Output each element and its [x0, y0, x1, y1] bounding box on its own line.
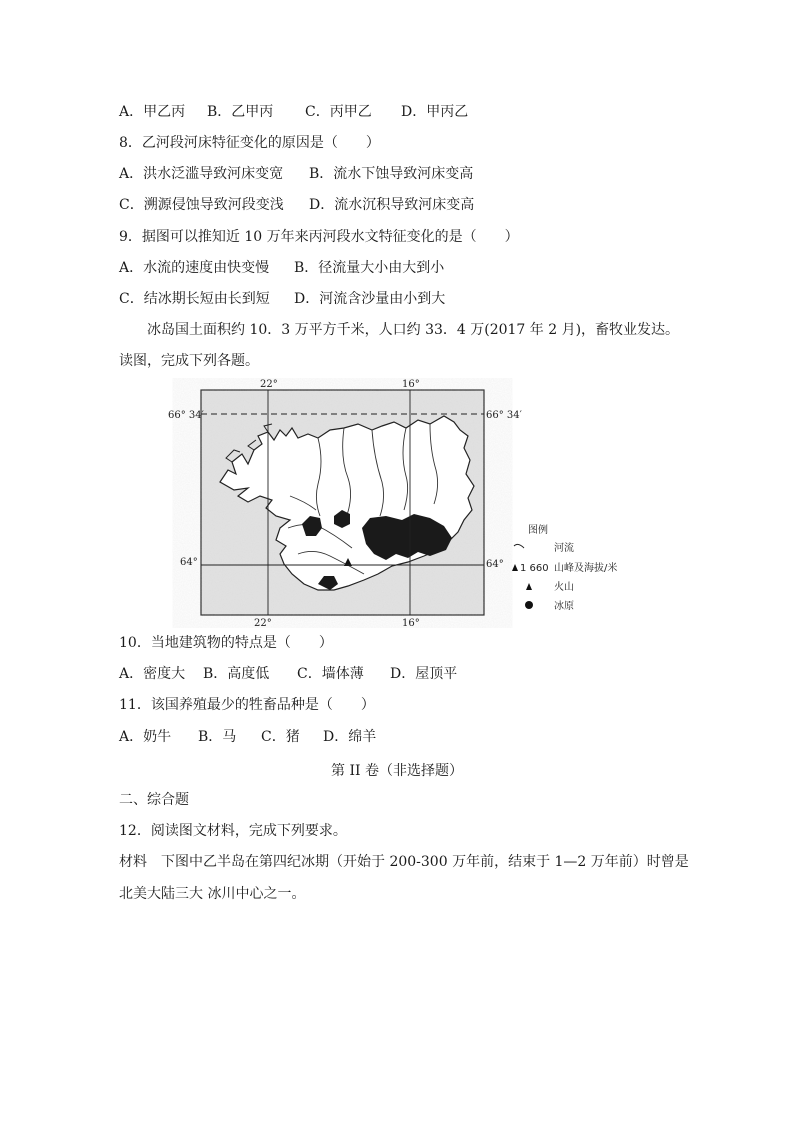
lat-label-arctic-left: 66° 34′	[168, 410, 204, 421]
q11-options	[119, 727, 376, 747]
q11-option-c: C．猪	[261, 729, 300, 745]
q10-option-b: B．高度低	[203, 666, 270, 682]
q11-stem: 11．该国养殖最少的牲畜品种是（ ）	[119, 697, 375, 713]
q11-option-d: D．绵羊	[323, 729, 377, 745]
section-title: 第 II 卷（非选择题）	[331, 763, 463, 779]
intro-paragraph: 冰岛国土面积约 10．3 万平方千米，人口约 33．4 万(2017 年 2 月)，畜牧业发达。	[147, 322, 680, 338]
legend-title: 图例	[528, 525, 548, 536]
q8-options-row2	[119, 195, 474, 215]
legend-river-label: 河流	[554, 543, 574, 554]
q12-stem: 12．阅读图文材料，完成下列要求。	[119, 823, 347, 839]
legend-glacier-icon	[525, 601, 533, 609]
q10-option-c: C．墙体薄	[297, 666, 364, 682]
q9-options-row1	[119, 258, 444, 278]
iceland-map	[168, 378, 648, 628]
intro-instruction: 读图，完成下列各题。	[119, 353, 259, 369]
q11-option-b: B．马	[198, 729, 237, 745]
q7-option-d: D．甲丙乙	[401, 104, 469, 120]
lon-label-top-right: 16°	[402, 379, 420, 390]
q8-option-a: A．洪水泛滥导致河床变宽	[119, 166, 284, 182]
q9-option-d: D．河流含沙量由小到大	[294, 291, 446, 307]
legend-peak-value: 1 660	[520, 563, 549, 574]
q9-option-b: B．径流量大小由大到小	[294, 260, 445, 276]
legend-river-icon	[514, 544, 524, 548]
lon-label-bottom-left: 22°	[254, 618, 272, 628]
legend-peak-label: 山峰及海拔/米	[554, 563, 618, 574]
legend-volcano-label: 火山	[554, 582, 574, 593]
q12-material-line1: 材料 下图中乙半岛在第四纪冰期（开始于 200-300 万年前，结束于 1—2 万年前）时曾是	[119, 854, 689, 870]
q8-options-row1	[119, 164, 473, 184]
lat-label-64-right: 64°	[486, 559, 504, 570]
part-heading: 二、综合题	[119, 792, 189, 808]
q7-option-c: C．丙甲乙	[305, 104, 372, 120]
q10-option-d: D．屋顶平	[390, 666, 458, 682]
q10-options	[119, 664, 457, 684]
q11-option-a: A．奶牛	[119, 729, 172, 745]
q8-option-c: C．溯源侵蚀导致河段变浅	[119, 197, 284, 213]
q7-options	[119, 102, 468, 122]
q8-option-b: B．流水下蚀导致河床变高	[309, 166, 474, 182]
q10-stem: 10．当地建筑物的特点是（ ）	[119, 635, 333, 651]
legend-volcano-icon	[526, 583, 532, 590]
q9-option-a: A．水流的速度由快变慢	[119, 260, 270, 276]
map-legend	[512, 523, 617, 612]
q8-stem: 8．乙河段河床特征变化的原因是（ ）	[119, 135, 380, 151]
lon-label-bottom-right: 16°	[402, 618, 420, 628]
lat-label-64-left: 64°	[180, 557, 198, 568]
legend-peak-icon	[512, 564, 518, 571]
q7-option-b: B．乙甲丙	[207, 104, 274, 120]
q10-option-a: A．密度大	[119, 666, 186, 682]
legend-glacier-label: 冰原	[554, 601, 574, 612]
q9-options-row2	[119, 289, 445, 309]
q9-option-c: C．结冰期长短由长到短	[119, 291, 270, 307]
q7-option-a: A．甲乙丙	[119, 104, 186, 120]
lat-label-arctic-right: 66° 34′	[486, 410, 522, 421]
q9-stem: 9．据图可以推知近 10 万年来丙河段水文特征变化的是（ ）	[119, 229, 519, 245]
lon-label-top-left: 22°	[260, 379, 278, 390]
q8-option-d: D．流水沉积导致河床变高	[309, 197, 475, 213]
q12-material-line2: 北美大陆三大 冰川中心之一。	[119, 886, 306, 902]
